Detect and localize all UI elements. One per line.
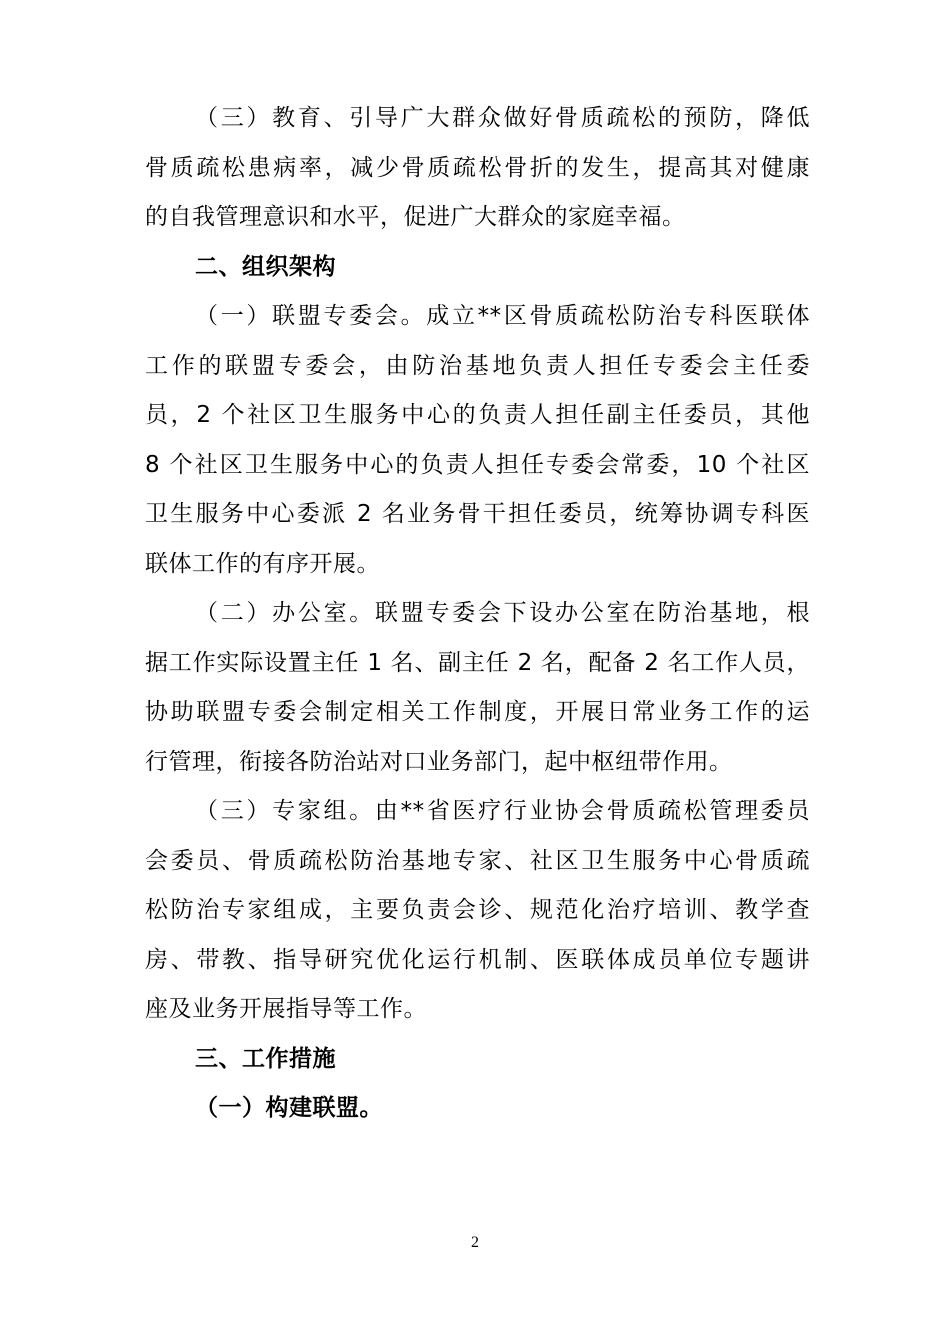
- heading-organization: 二、组织架构: [195, 253, 336, 280]
- paragraph-experts-line-4: 房、带教、指导研究优化运行机制、医联体成员单位专题讲: [145, 946, 810, 973]
- paragraph-office-line-2: 据工作实际设置主任 1 名、副主任 2 名，配备 2 名工作人员，: [145, 649, 810, 676]
- paragraph-committee-line-6: 联体工作的有序开展。: [145, 550, 380, 577]
- paragraph-office-line-3: 协助联盟专委会制定相关工作制度，开展日常业务工作的运: [145, 699, 810, 725]
- paragraph-experts-line-2: 会委员、骨质疏松防治基地专家、社区卫生服务中心骨质疏: [145, 847, 810, 874]
- paragraph-experts-line-1: （三）专家组。由**省医疗行业协会骨质疏松管理委员: [195, 798, 810, 824]
- paragraph-experts-line-5: 座及业务开展指导等工作。: [145, 996, 427, 1022]
- page-number: 2: [471, 1234, 479, 1251]
- paragraph-experts-line-3: 松防治专家组成，主要负责会诊、规范化治疗培训、教学查: [145, 897, 810, 923]
- paragraph-committee-line-5: 卫生服务中心委派 2 名业务骨干担任委员，统筹协调专科医: [145, 501, 810, 527]
- paragraph-education-line-2: 骨质疏松患病率，减少骨质疏松骨折的发生，提高其对健康: [145, 154, 810, 181]
- paragraph-education-line-3: 的自我管理意识和水平，促进广大群众的家庭幸福。: [145, 204, 686, 230]
- paragraph-committee-line-2: 工作的联盟专委会，由防治基地负责人担任专委会主任委: [145, 352, 810, 379]
- paragraph-committee-line-4: 8 个社区卫生服务中心的负责人担任专委会常委，10 个社区: [145, 451, 810, 478]
- paragraph-office-line-1: （二）办公室。联盟专委会下设办公室在防治基地，根: [195, 600, 810, 626]
- paragraph-office-line-4: 行管理，衔接各防治站对口业务部门，起中枢纽带作用。: [145, 748, 733, 775]
- paragraph-education-line-1: （三）教育、引导广大群众做好骨质疏松的预防，降低: [195, 105, 810, 131]
- heading-work-measures: 三、工作措施: [195, 1045, 336, 1072]
- paragraph-committee-line-3: 员，2 个社区卫生服务中心的负责人担任副主任委员，其他: [145, 402, 810, 428]
- paragraph-committee-line-1: （一）联盟专委会。成立**区骨质疏松防治专科医联体: [195, 303, 810, 329]
- subheading-build-alliance: （一）构建联盟。: [195, 1095, 383, 1121]
